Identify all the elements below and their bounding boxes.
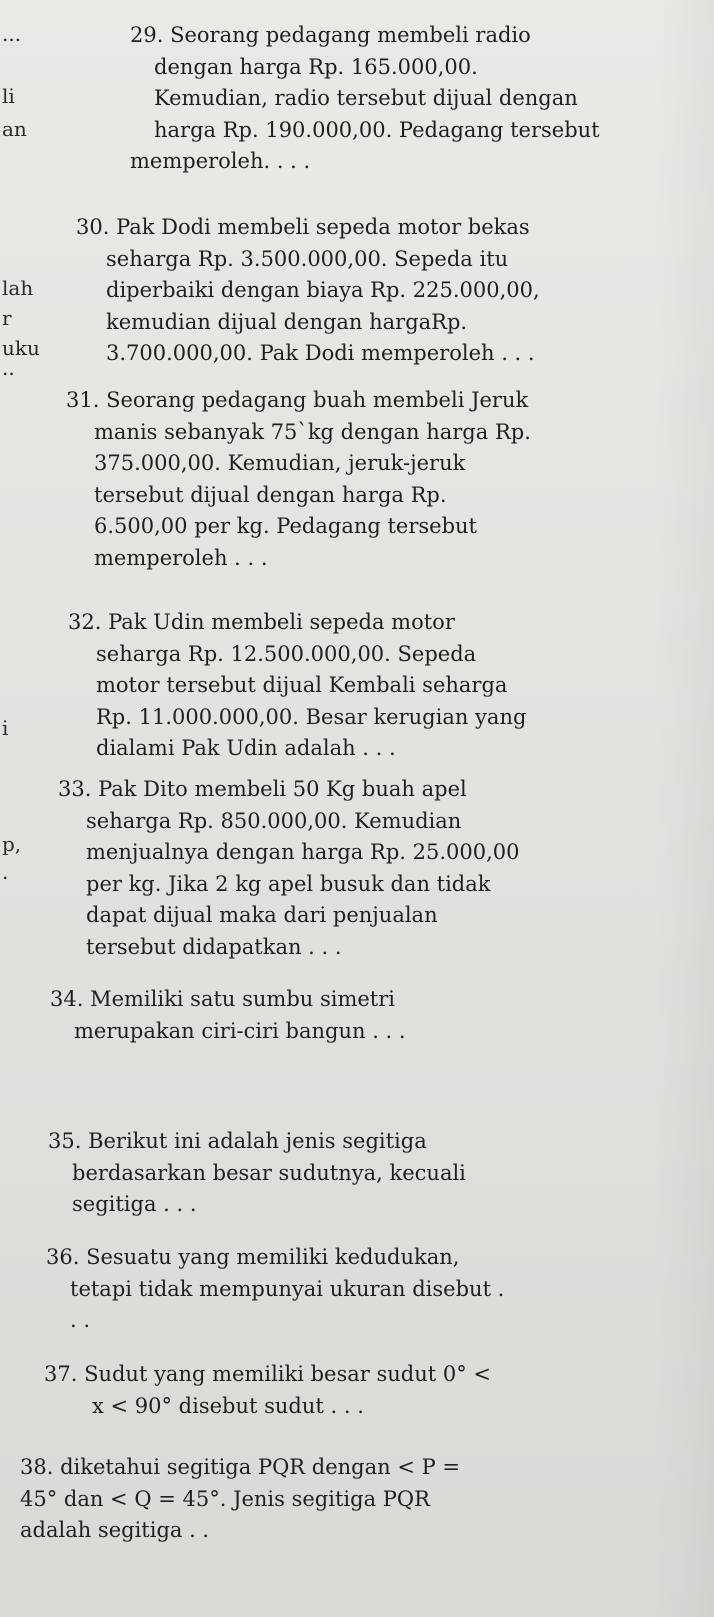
question-31 [66,385,531,574]
question-line: 37. Sudut yang memiliki besar sudut 0° < [44,1362,492,1386]
question-36 [46,1242,504,1337]
question-32 [68,607,526,765]
edge-fragment: uku [2,336,40,360]
question-line: 35. Berikut ini adalah jenis segitiga [48,1129,427,1153]
question-line: segitiga . . . [72,1192,197,1216]
question-37 [44,1359,491,1422]
question-line: harga Rp. 190.000,00. Pedagang tersebut [154,117,600,142]
question-line: merupakan ciri-ciri bangun . . . [74,1018,406,1043]
question-line: Rp. 11.000.000,00. Besar kerugian yang [96,704,527,729]
edge-fragment: r [2,306,12,330]
question-line: memperoleh . . . [94,545,268,570]
question-line: kemudian dijual dengan hargaRp. [106,309,468,334]
question-line: 30. Pak Dodi membeli sepeda motor bekas [76,215,530,239]
question-33 [58,774,519,963]
page-shadow [654,0,714,1617]
question-line: x < 90° disebut sudut . . . [92,1393,364,1418]
question-34 [50,984,406,1047]
question-line: tersebut didapatkan . . . [86,934,342,959]
question-line: dialami Pak Udin adalah . . . [96,736,396,760]
question-line: tetapi tidak mempunyai ukuran disebut . [70,1276,505,1301]
question-line: 45° dan < Q = 45°. Jenis segitiga PQR [20,1486,430,1511]
question-38 [20,1452,460,1547]
question-line: . . [70,1308,91,1332]
question-line: Kemudian, radio tersebut dijual dengan [154,86,578,110]
question-line: 34. Memiliki satu sumbu simetri [50,987,396,1011]
question-line: 33. Pak Dito membeli 50 Kg buah apel [58,777,467,801]
question-line: seharga Rp. 850.000,00. Kemudian [86,808,462,833]
question-line: 375.000,00. Kemudian, jeruk-jeruk [94,451,466,475]
question-line: 31. Seorang pedagang buah membeli Jeruk [66,388,529,412]
question-line: manis sebanyak 75`kg dengan harga Rp. [94,419,531,444]
question-line: seharga Rp. 3.500.000,00. Sepeda itu [106,246,509,271]
question-line: berdasarkan besar sudutnya, kecuali [72,1160,466,1185]
edge-fragment: an [2,117,27,141]
question-line: menjualnya dengan harga Rp. 25.000,00 [86,840,520,864]
question-line: 32. Pak Udin membeli sepeda motor [68,610,455,634]
question-line: 36. Sesuatu yang memiliki kedudukan, [46,1245,460,1269]
question-line: motor tersebut dijual Kembali seharga [96,673,508,697]
question-line: dapat dijual maka dari penjualan [86,903,438,927]
question-35 [48,1126,466,1221]
question-line: tersebut dijual dengan harga Rp. [94,482,447,507]
question-line: seharga Rp. 12.500.000,00. Sepeda [96,641,477,666]
edge-fragment: li [2,84,15,108]
question-line: memperoleh. . . . [130,149,311,173]
question-line: adalah segitiga . . [20,1518,210,1542]
edge-fragment: . [2,860,9,884]
edge-fragment: p, [2,832,22,856]
question-line: 38. diketahui segitiga PQR dengan < P = [20,1455,461,1479]
question-line: per kg. Jika 2 kg apel busuk dan tidak [86,871,491,896]
question-line: 6.500,00 per kg. Pedagang tersebut [94,514,477,538]
edge-fragment: i [2,716,9,740]
edge-fragment: ... [2,22,22,46]
question-line: 29. Seorang pedagang membeli radio [130,23,531,47]
question-line: 3.700.000,00. Pak Dodi memperoleh . . . [106,341,535,365]
question-line: diperbaiki dengan biaya Rp. 225.000,00, [106,278,540,302]
question-line: dengan harga Rp. 165.000,00. [154,54,478,79]
question-29 [130,20,600,178]
edge-fragment: .. [2,356,15,380]
edge-fragment: lah [2,276,34,300]
question-30 [76,212,540,370]
